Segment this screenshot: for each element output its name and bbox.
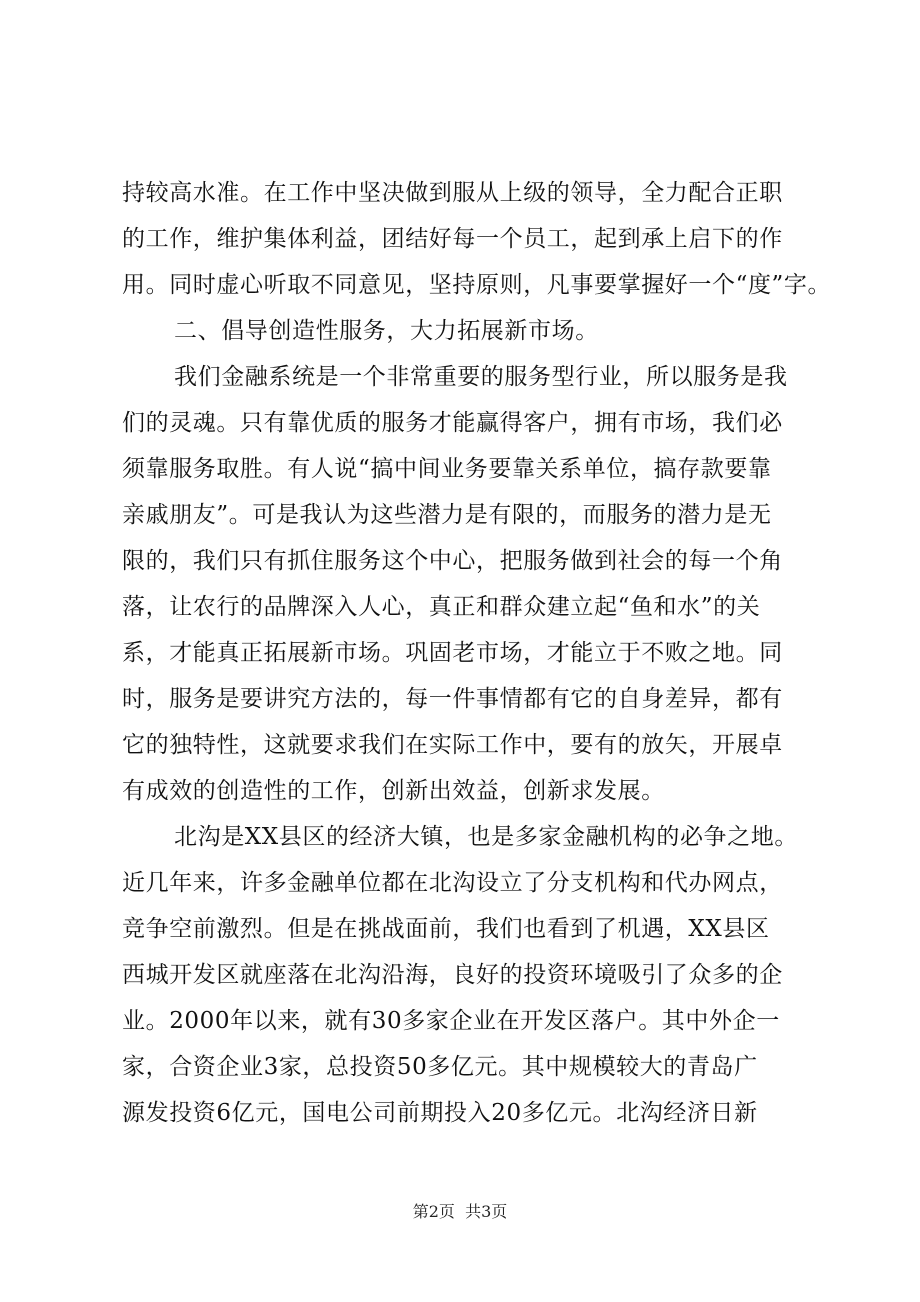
text-line: 限的，我们只有抓住服务这个中心，把服务做到社会的每一个角 [122, 548, 783, 574]
text-line: 北沟是XX县区的经济大镇，也是多家金融机构的必争之地。 [174, 824, 798, 850]
text-line: 们的灵魂。只有靠优质的服务才能赢得客户，拥有市场，我们必 [122, 410, 783, 436]
text-line: 用。同时虚心听取不同意见，坚持原则，凡事要掌握好一个“度”字。 [122, 272, 832, 298]
text-line: 时，服务是要讲究方法的，每一件事情都有它的自身差异，都有 [122, 686, 783, 712]
text-line: 持较高水准。在工作中坚决做到服从上级的领导，全力配合正职 [122, 180, 783, 206]
text-line: 家，合资企业3家，总投资50多亿元。其中规模较大的青岛广 [122, 1054, 758, 1080]
text-line: 竞争空前激烈。但是在挑战面前，我们也看到了机遇，XX县区 [122, 916, 770, 942]
page-number-footer: 第2页 共3页 [412, 1202, 508, 1221]
text-line: 的工作，维护集体利益，团结好每一个员工，起到承上启下的作 [122, 226, 783, 252]
text-line: 近几年来，许多金融单位都在北沟设立了分支机构和代办网点， [122, 870, 783, 896]
text-line: 落，让农行的品牌深入人心，真正和群众建立起“鱼和水”的关 [122, 594, 761, 620]
text-line: 它的独特性，这就要求我们在实际工作中，要有的放矢，开展卓 [122, 732, 783, 758]
text-line: 西城开发区就座落在北沟沿海，良好的投资环境吸引了众多的企 [122, 962, 783, 988]
text-line: 我们金融系统是一个非常重要的服务型行业，所以服务是我 [174, 364, 788, 390]
section-heading: 二、倡导创造性服务，大力拓展新市场。 [174, 318, 599, 344]
text-line: 须靠服务取胜。有人说“搞中间业务要靠关系单位，搞存款要靠 [122, 456, 772, 482]
text-line: 有成效的创造性的工作，创新出效益，创新求发展。 [122, 778, 665, 804]
text-line: 亲戚朋友”。可是我认为这些潜力是有限的，而服务的潜力是无 [122, 502, 772, 528]
document-body [122, 170, 832, 1136]
text-line: 系，才能真正拓展新市场。巩固老市场，才能立于不败之地。同 [122, 640, 783, 666]
text-line: 源发投资6亿元，国电公司前期投入20多亿元。北沟经济日新 [122, 1100, 758, 1126]
text-line: 业。2000年以来，就有30多家企业在开发区落户。其中外企一 [122, 1008, 780, 1034]
